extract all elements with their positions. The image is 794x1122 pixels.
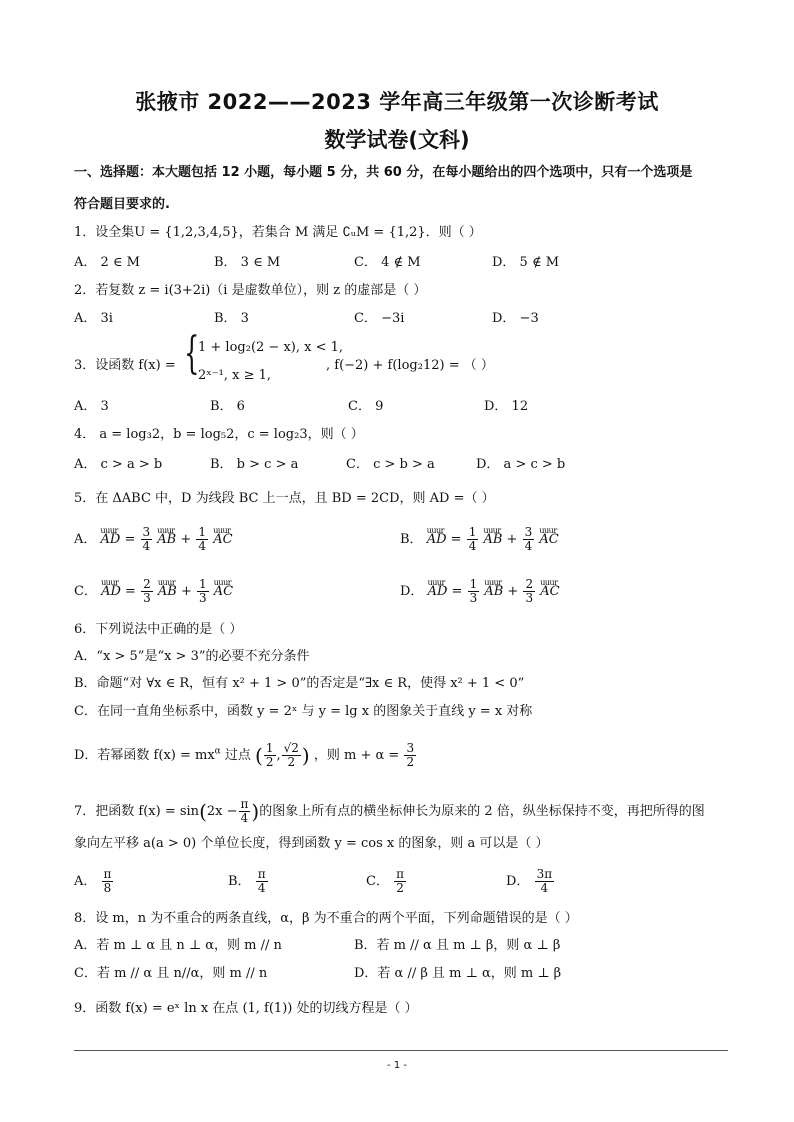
fraction: $\frac{3}{2}$ [406,741,415,769]
question-5-stem: 5．在 ΔABC 中，D 为线段 BC 上一点，且 BD = 2CD，则 AD =（ ） [74,491,495,506]
option-letter: D． [400,584,424,599]
fraction: $\frac{3\pi}{4}$ [536,867,553,895]
q4-option-c: C． c > b > a [346,457,435,472]
question-6-stem: 6．下列说法中正确的是（ ） [74,622,243,637]
fraction: $\frac{1}{4}$ [198,525,207,553]
question-3-prefix: 3．设函数 f(x) = [74,358,176,373]
fraction: $\frac{2}{3}$ [143,577,151,605]
vector: uuur AC [539,531,558,549]
fraction: $\frac{1}{2}$ [265,741,274,769]
page-number: - 1 - [387,1060,407,1071]
vector: uuur AB [483,531,502,549]
vector: uuur AB [158,583,177,601]
fraction: $\frac{1}{3}$ [198,577,207,605]
q1-option-b: B． 3 ∈ M [214,255,281,270]
q4-option-d: D． a > c > b [476,457,566,472]
q2-option-d: D． −3 [492,311,539,326]
question-1-stem: 1．设全集U = {1,2,3,4,5}，若集合 M 满足 ∁ᵤM = {1,2}．则（ ） [74,225,482,240]
q4-option-a: A． c > a > b [74,457,163,472]
q8-option-a: A．若 m ⊥ α 且 n ⊥ α，则 m // n [74,938,282,953]
q5-option-d: D． uuur AD = $\frac{1}{3}$ uuur AB + $\frac{2}{3}$ uuur AC [400,578,560,605]
q8-option-d: D．若 α // β 且 m ⊥ α，则 m ⊥ β [354,966,562,981]
fraction: $\frac{\pi}{4}$ [257,867,266,895]
q8-option-c: C．若 m // α 且 n//α，则 m // n [74,966,268,981]
q5-option-b: B． uuur AD = $\frac{1}{4}$ uuur AB + $\frac{3}{4}$ uuur AC [400,526,559,553]
piecewise-brace: { [184,328,200,379]
fraction: $\frac{1}{3}$ [469,577,478,605]
q6-option-b: B．命题“对 ∀x ∈ R，恒有 x² + 1 > 0”的否定是“∃x ∈ R，使得 x² + 1 < 0” [74,676,525,691]
q5-option-a: A． uuur AD = $\frac{3}{4}$ uuur AB + $\frac{1}{4}$ uuur AC [74,526,233,553]
fraction: $\frac{√2}{2}$ [283,741,299,769]
q1-option-d: D． 5 ∉ M [492,255,560,270]
q3-option-b: B． 6 [210,399,245,414]
fraction: $\frac{\pi}{4}$ [240,797,249,825]
option-letter: A． [74,532,97,547]
vector: uuur AC [540,583,559,601]
fraction: $\frac{\pi}{8}$ [103,867,112,895]
question-4-stem: 4． a = log₃2，b = log₅2，c = log₂3，则（ ） [74,427,364,442]
q6-option-c: C．在同一直角坐标系中，函数 y = 2ˣ 与 y = lg x 的图象关于直线 y = x 对称 [74,704,533,719]
q3-case-2: 2ˣ⁻¹, x ≥ 1, [198,368,272,383]
vector: uuur AB [157,531,176,549]
q5-option-c: C． uuur AD = $\frac{2}{3}$ uuur AB + $\frac{1}{3}$ uuur AC [74,578,233,605]
q8-option-b: B．若 m // α 且 m ⊥ β，则 α ⊥ β [354,938,561,953]
question-7-line-1: 7．把函数 f(x) = sin(2x − $\frac{\pi}{4}$ )的图象上所有点的横坐标伸长为原来的 2 倍，纵坐标保持不变，再把所得的图 [74,797,705,825]
fraction: $\frac{3}{4}$ [142,525,151,553]
question-2-stem: 2．若复数 z = i(3+2i)（i 是虚数单位），则 z 的虚部是（ ） [74,283,427,298]
q6-option-a: A．“x > 5”是“x > 3”的必要不充分条件 [74,649,310,664]
exam-subtitle: 数学试卷(文科) [324,128,470,152]
fraction: $\frac{2}{3}$ [525,577,534,605]
q1-option-c: C． 4 ∉ M [354,255,421,270]
q3-option-a: A． 3 [74,399,109,414]
q7-option-c: C． $\frac{\pi}{2}$ [366,867,404,895]
q3-option-d: D． 12 [484,399,529,414]
vector: uuur AD [428,583,448,601]
q2-option-a: A． 3i [74,311,113,326]
vector: uuur AD [427,531,447,549]
exam-title: 张掖市 2022——2023 学年高三年级第一次诊断考试 [135,90,659,114]
q6-option-d: D．若幂函数 $f(x) = mx^\alpha$ 过点 ( $\frac{1}{2}$ , $\frac{√2}{2}$ ) ，则 m + α = $\frac{3}{2}$ [74,741,415,769]
vector: uuur AB [484,583,503,601]
q3-case-1: 1 + log₂(2 − x), x < 1, [198,340,344,355]
footer-divider [74,1050,728,1051]
section-heading-cont: 符合题目要求的. [74,197,170,212]
fraction: $\frac{3}{4}$ [524,525,533,553]
vector: uuur AD [101,531,121,549]
question-9-stem: 9．函数 f(x) = eˣ ln x 在点 (1, f(1)) 处的切线方程是（ ） [74,1001,418,1016]
q1-option-a: A． 2 ∈ M [74,255,140,270]
section-heading: 一、选择题：本大题包括 12 小题，每小题 5 分，共 60 分，在每小题给出的四个选项中，只有一个选项是 [74,165,693,180]
vector: uuur AD [101,583,121,601]
q2-option-c: C． −3i [354,311,405,326]
q2-option-b: B． 3 [214,311,249,326]
fraction: $\frac{1}{4}$ [468,525,477,553]
question-3-suffix: , f(−2) + f(log₂12) = （ ） [326,358,494,373]
q7-option-d: D． $\frac{3\pi}{4}$ [506,867,553,895]
vector: uuur AC [213,531,232,549]
q7-option-a: A． $\frac{\pi}{8}$ [74,867,112,895]
vector: uuur AC [214,583,233,601]
q4-option-b: B． b > c > a [210,457,299,472]
fraction: $\frac{\pi}{2}$ [396,867,404,895]
q7-option-b: B． $\frac{\pi}{4}$ [228,867,266,895]
option-letter: B． [400,532,423,547]
q3-option-c: C． 9 [348,399,384,414]
option-letter: C． [74,584,97,599]
question-8-stem: 8．设 m，n 为不重合的两条直线，α，β 为不重合的两个平面，下列命题错误的是（ ） [74,911,578,926]
question-7-line-2: 象向左平移 a(a > 0) 个单位长度，得到函数 y = cos x 的图象，则 a 可以是（ ） [74,836,549,851]
